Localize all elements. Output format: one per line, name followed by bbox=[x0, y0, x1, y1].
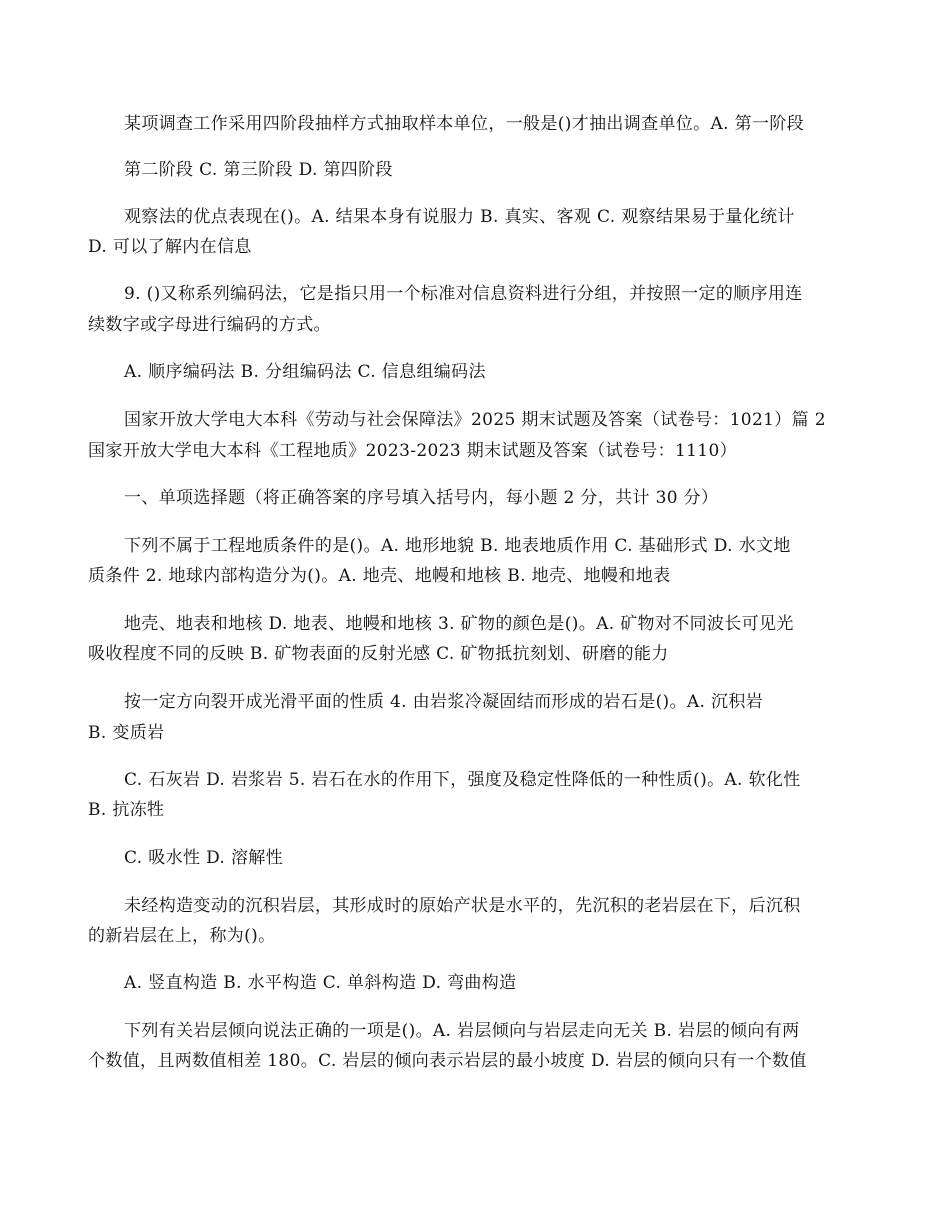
text-line: 按一定方向裂开成光滑平面的性质 4. 由岩浆冷凝固结而形成的岩石是()。A. 沉积岩 bbox=[124, 692, 764, 712]
text-line: 某项调查工作采用四阶段抽样方式抽取样本单位，一般是()才抽出调查单位。A. 第一阶段 bbox=[124, 114, 805, 134]
text-line: C. 石灰岩 D. 岩浆岩 5. 岩石在水的作用下，强度及稳定性降低的一种性质()。A. 软化性 bbox=[124, 770, 801, 790]
text-line: 观察法的优点表现在()。A. 结果本身有说服力 B. 真实、客观 C. 观察结果易于量化统计 bbox=[124, 207, 795, 227]
text-line: 吸收程度不同的反映 B. 矿物表面的反射光感 C. 矿物抵抗刻划、研磨的能力 bbox=[88, 644, 669, 664]
text-line: 的新岩层在上，称为()。 bbox=[88, 926, 276, 946]
text-line: 第二阶段 C. 第三阶段 D. 第四阶段 bbox=[124, 160, 393, 180]
text-line: B. 抗冻牲 bbox=[88, 800, 165, 820]
text-line: C. 吸水性 D. 溶解性 bbox=[124, 848, 283, 868]
text-line: 国家开放大学电大本科《工程地质》2023-2023 期末试题及答案（试卷号：1110） bbox=[88, 441, 737, 461]
text-line: 地壳、地表和地核 D. 地表、地幔和地核 3. 矿物的颜色是()。A. 矿物对不同波长可见光 bbox=[124, 614, 794, 634]
text-line: A. 竖直构造 B. 水平构造 C. 单斜构造 D. 弯曲构造 bbox=[124, 973, 517, 993]
text-line: 续数字或字母进行编码的方式。 bbox=[88, 315, 331, 335]
text-line: B. 变质岩 bbox=[88, 723, 165, 743]
section-heading: 一、单项选择题（将正确答案的序号填入括号内，每小题 2 分，共计 30 分） bbox=[124, 488, 719, 508]
text-line: 质条件 2. 地球内部构造分为()。A. 地壳、地幔和地核 B. 地壳、地幔和地表 bbox=[88, 566, 671, 586]
text-line: D. 可以了解内在信息 bbox=[88, 237, 252, 257]
text-line: 国家开放大学电大本科《劳动与社会保障法》2025 期末试题及答案（试卷号：1021）篇 2 bbox=[124, 410, 826, 430]
text-line: 9. ()又称系列编码法，它是指只用一个标准对信息资料进行分组，并按照一定的顺序用连 bbox=[124, 284, 803, 304]
text-line: 下列不属于工程地质条件的是()。A. 地形地貌 B. 地表地质作用 C. 基础形式 D. 水文地 bbox=[124, 536, 791, 556]
text-line: 下列有关岩层倾向说法正确的一项是()。A. 岩层倾向与岩层走向无关 B. 岩层的倾向有两 bbox=[124, 1021, 800, 1041]
text-line: 未经构造变动的沉积岩层，其形成时的原始产状是水平的，先沉积的老岩层在下，后沉积 bbox=[124, 896, 801, 916]
text-line: A. 顺序编码法 B. 分组编码法 C. 信息组编码法 bbox=[124, 362, 486, 382]
text-line: 个数值，且两数值相差 180。C. 岩层的倾向表示岩层的最小坡度 D. 岩层的倾向只有一个数值 bbox=[88, 1051, 807, 1071]
